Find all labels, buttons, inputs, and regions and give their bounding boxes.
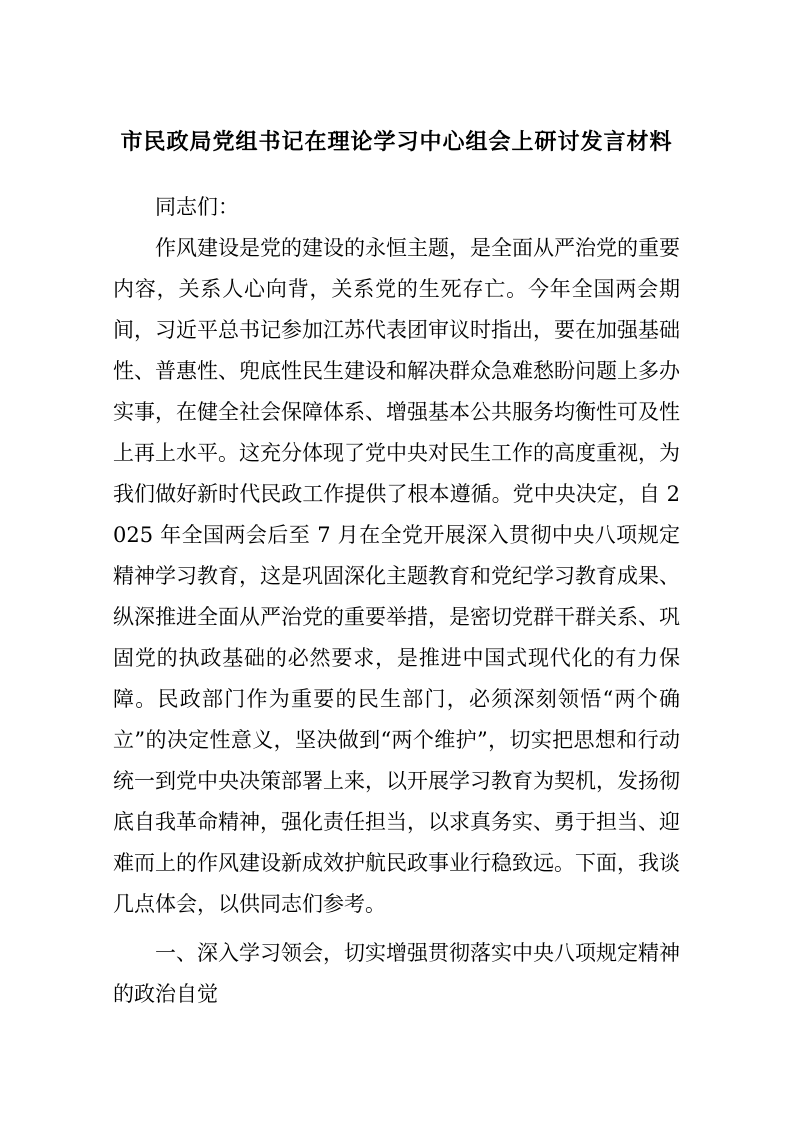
document-body bbox=[113, 187, 680, 1015]
section-heading: 一、深入学习领会，切实增强贯彻落实中央八项规定精神的政治自觉 bbox=[113, 941, 680, 1006]
document-content bbox=[113, 122, 680, 1015]
document-title: 市民政局党组书记在理论学习中心组会上研讨发言材料 bbox=[120, 129, 673, 155]
salutation: 同志们： bbox=[155, 195, 239, 219]
body-paragraph: 作风建设是党的建设的永恒主题，是全面从严治党的重要内容，关系人心向背，关系党的生死存亡。今年全国两会期间，习近平总书记参加江苏代表团审议时指出，要在加强基础性、普惠性、兜底性民生建设和解决群众急难愁盼问题上多办实事，在健全社会保障体系、增强基本公共服务均衡性可及性上再上水平。这充分体现了党中央对民生工作的高度重视，为我们做好新时代民政工作提供了根本遵循。党中央决定，自 2025 年全国两会后至 7 月在全党开展深入贯彻中央八项规定精神学习教育，这是巩固深化主题教育和党纪学习教育成果、纵深推进全面从严治党的重要举措，是密切党群干群关系、巩固党的执政基础的必然要求，是推进中国式现代化的有力保障。民政部门作为重要的民生部门，必须深刻领悟“两个确立”的决定性意义，坚决做到“两个维护”，切实把思想和行动统一到党中央决策部署上来，以开展学习教育为契机，发扬彻底自我革命精神，强化责任担当，以求真务实、勇于担当、迎难而上的作风建设新成效护航民政事业行稳致远。下面，我谈几点体会，以供同志们参考。 bbox=[113, 236, 680, 916]
